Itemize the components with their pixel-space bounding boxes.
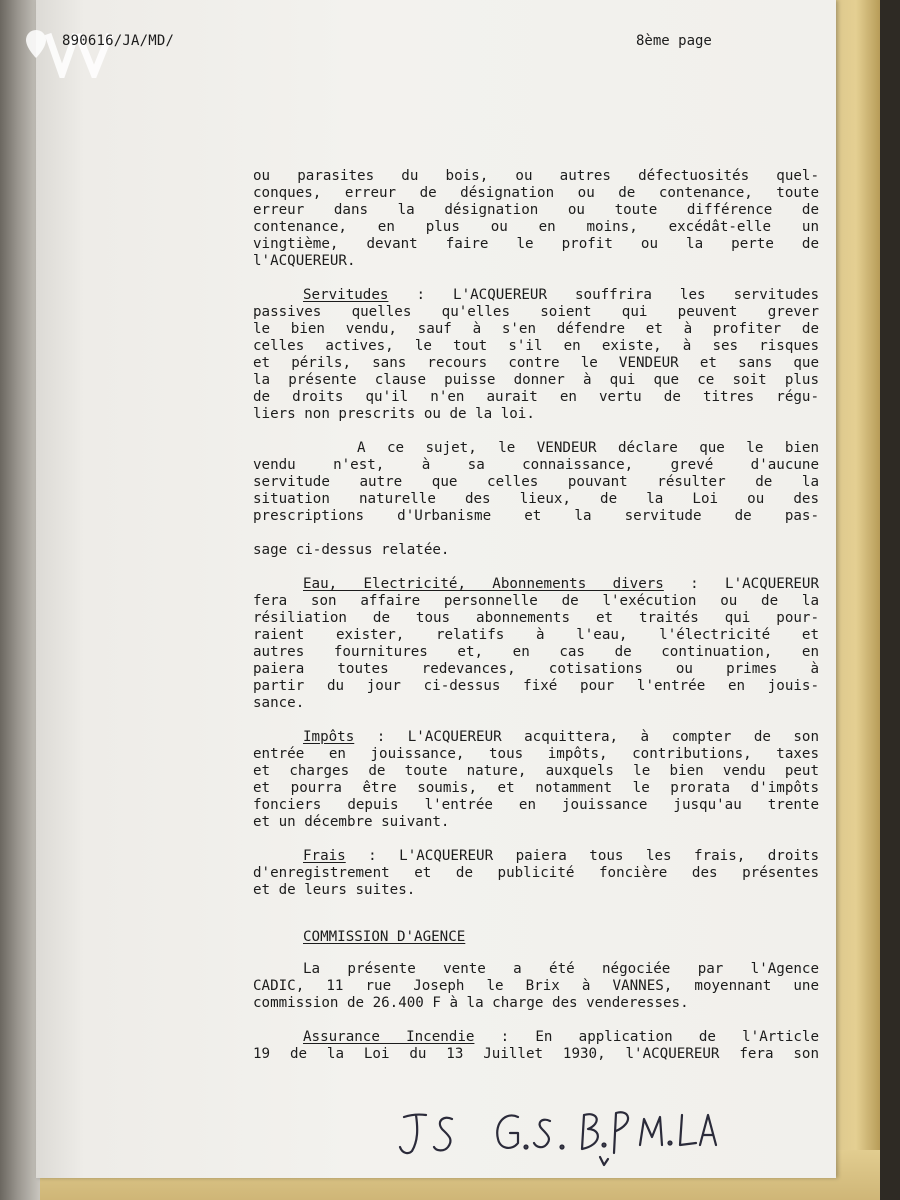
text-line: La présente vente a été négociée par l'Agence (303, 961, 819, 977)
heading-servitudes: Servitudes (303, 287, 389, 303)
text-line: commission de 26.400 F à la charge des venderesses. (253, 995, 689, 1011)
text-line: prescriptions d'Urbanisme et la servitude de pas- (253, 508, 819, 524)
text-line (253, 576, 819, 593)
text-line: la présente clause puisse donner à qui que ce soit plus (253, 372, 819, 388)
heading-fees: Frais (303, 848, 346, 864)
document-reference: 890616/JA/MD/ (62, 33, 175, 49)
document-body (253, 168, 819, 1080)
text-fragment: : L'ACQUEREUR paiera tous les frais, droits (345, 848, 819, 864)
text-line: servitude autre que celles pouvant résulter de la (253, 474, 819, 490)
text-line (253, 287, 819, 304)
text-line: et un décembre suivant. (253, 814, 450, 830)
text-line: raient exister, relatifs à l'eau, l'électricité et (253, 627, 819, 643)
heading-fire-insurance: Assurance Incendie (303, 1029, 475, 1045)
text-line: situation naturelle des lieux, de la Loi ou des (253, 491, 819, 507)
text-line: A ce sujet, le VENDEUR déclare que le bien (357, 440, 819, 456)
text-line: d'enregistrement et de publicité foncière des présentes (253, 865, 819, 881)
text-line: entrée en jouissance, tous impôts, contributions, taxes (253, 746, 819, 762)
text-line: vingtième, devant faire le profit ou la perte de (253, 236, 819, 252)
text-fragment: : En application de l'Article (474, 1029, 820, 1045)
text-line (253, 1029, 819, 1046)
text-line: conques, erreur de désignation ou de contenance, toute (253, 185, 819, 201)
text-line: 19 de la Loi du 13 Juillet 1930, l'ACQUEREUR fera son (253, 1046, 819, 1062)
heading-utilities: Eau, Electricité, Abonnements divers (303, 576, 664, 592)
paragraph-servitudes-declaration (253, 440, 819, 559)
text-line: sage ci-dessus relatée. (253, 542, 450, 558)
text-line: vendu n'est, à sa connaissance, grevé d'aucune (253, 457, 819, 473)
text-line: fonciers depuis l'entrée en jouissance jusqu'au trente (253, 797, 819, 813)
text-line: fera son affaire personnelle de l'exécution ou de la (253, 593, 819, 609)
paragraph-defects (253, 168, 819, 270)
text-line: de droits qu'il n'en aurait en vertu de titres régu- (253, 389, 819, 405)
text-line: sance. (253, 695, 305, 711)
text-line: contenance, en plus ou en moins, excédât-elle un (253, 219, 819, 235)
text-line (253, 848, 819, 865)
paragraph-fees (253, 848, 819, 899)
text-line: CADIC, 11 rue Joseph le Brix à VANNES, moyennant une (253, 978, 819, 994)
paragraph-utilities (253, 576, 819, 712)
text-line: et périls, sans recours contre le VENDEUR et sans que (253, 355, 819, 371)
page-number: 8ème page (636, 33, 712, 49)
text-line: paiera toutes redevances, cotisations ou primes à (253, 661, 819, 677)
spacer (253, 525, 819, 542)
text-line: erreur dans la désignation ou toute différence de (253, 202, 819, 218)
text-line: partir du jour ci-dessus fixé pour l'entrée en jouis- (253, 678, 819, 694)
text-line: ou parasites du bois, ou autres défectuosités quel- (253, 168, 819, 184)
paragraph-fire-insurance (253, 1029, 819, 1063)
text-fragment: : L'ACQUEREUR acquittera, à compter de son (354, 729, 819, 745)
binding-shadow (0, 0, 40, 1200)
text-line: résiliation de tous abonnements et traités qui pour- (253, 610, 819, 626)
text-line: et pourra être soumis, et notamment le prorata d'impôts (253, 780, 819, 796)
section-agency (253, 929, 819, 946)
paragraph-agency-commission (253, 961, 819, 1012)
paragraph-taxes (253, 729, 819, 831)
text-line: autres fournitures et, en cas de continuation, en (253, 644, 819, 660)
text-line: le bien vendu, sauf à s'en défendre et à profiter de (253, 321, 819, 337)
handwritten-initials-signature (390, 1095, 750, 1175)
section-heading-agency: COMMISSION D'AGENCE (303, 929, 466, 945)
text-line: et charges de toute nature, auxquels le bien vendu peut (253, 763, 819, 779)
text-line: liers non prescrits ou de la loi. (253, 406, 535, 422)
paragraph-servitudes (253, 287, 819, 423)
text-line: et de leurs suites. (253, 882, 416, 898)
heading-taxes: Impôts (303, 729, 355, 745)
text-fragment: : L'ACQUEREUR souffrira les servitudes (388, 287, 819, 303)
text-line (253, 729, 819, 746)
text-line: passives quelles qu'elles soient qui peuvent grever (253, 304, 819, 320)
text-line: celles actives, le tout s'il en existe, à ses risques (253, 338, 819, 354)
text-fragment: : L'ACQUEREUR (663, 576, 819, 592)
text-line: l'ACQUEREUR. (253, 253, 356, 269)
